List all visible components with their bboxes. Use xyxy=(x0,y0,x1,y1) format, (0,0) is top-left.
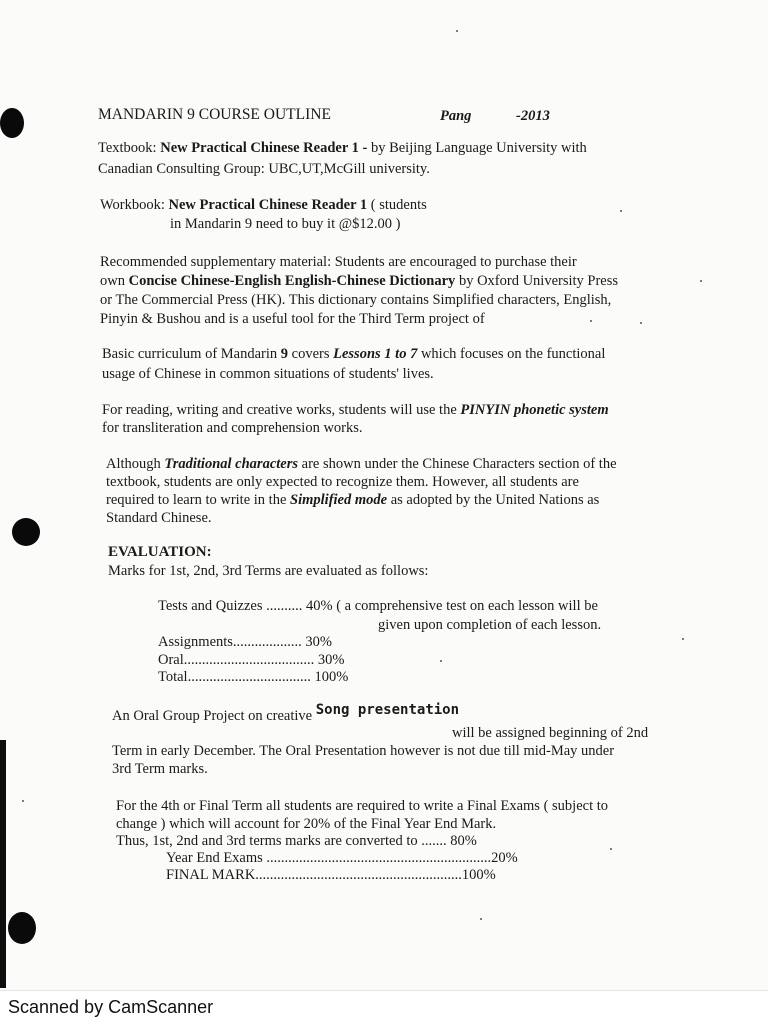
year-end-exams-label: Year End Exams .............................................................. xyxy=(166,850,492,866)
evaluation-intro: Marks for 1st, 2nd, 3rd Terms are evaluated as follows: xyxy=(108,563,429,579)
scan-speck xyxy=(22,800,24,802)
eval-assignments-label: Assignments................... xyxy=(158,634,302,650)
binding-edge xyxy=(0,740,6,988)
pinyin-system: PINYIN phonetic system xyxy=(460,402,609,418)
supplementary-line-2 xyxy=(100,273,618,291)
curriculum-grade: 9 xyxy=(280,346,289,362)
eval-oral-label: Oral.................................... xyxy=(158,652,315,668)
supplementary-line-1: Recommended supplementary material: Students are encouraged to purchase their xyxy=(100,254,577,270)
author-name: Pang xyxy=(440,108,472,124)
workbook-line-1 xyxy=(100,197,427,215)
final-term-line-1: For the 4th or Final Term all students are required to write a Final Exams ( subject to xyxy=(116,798,609,814)
curriculum-pre: Basic curriculum of Mandarin xyxy=(102,346,281,362)
eval-assignments-value: 30% xyxy=(301,634,333,650)
oral-project-line-4: 3rd Term marks. xyxy=(112,761,208,777)
song-presentation: Song presentation xyxy=(315,702,460,718)
supplementary-prefix: own xyxy=(100,273,129,289)
scan-speck xyxy=(590,320,592,322)
scanner-footer xyxy=(0,990,768,1025)
year: -2013 xyxy=(516,108,550,124)
scan-speck xyxy=(610,848,612,850)
punch-hole-bottom xyxy=(8,912,36,944)
scan-speck xyxy=(682,638,684,640)
supplementary-line-4: Pinyin & Bushou and is a useful tool for the Third Term project of xyxy=(100,311,485,327)
characters-line-2: textbook, students are only expected to recognize them. However, all students are xyxy=(106,474,579,490)
textbook-line-2: Canadian Consulting Group: UBC,UT,McGill university. xyxy=(98,161,430,177)
eval-tests-value: 40% ( a comprehensive test on each lesson will be xyxy=(302,598,598,614)
characters-line-4: Standard Chinese. xyxy=(106,510,212,526)
year-end-exams-value: 20% xyxy=(491,850,518,866)
final-term-line-5 xyxy=(166,867,496,885)
final-mark-label: FINAL MARK......................................................... xyxy=(166,867,462,883)
evaluation-heading: EVALUATION: xyxy=(108,544,212,560)
scan-speck xyxy=(640,322,642,324)
final-term-line-3 xyxy=(116,833,477,851)
scan-speck xyxy=(440,660,442,662)
characters-line-3 xyxy=(106,492,599,510)
eval-row-tests xyxy=(158,598,598,616)
textbook-rest: by Beijing Language University with xyxy=(367,140,587,156)
supplementary-publisher: by Oxford University Press xyxy=(455,273,619,289)
oral-project-pre: An Oral Group Project on creative xyxy=(112,708,316,724)
scanner-watermark: Scanned by CamScanner xyxy=(8,997,214,1017)
terms-converted-label: Thus, 1st, 2nd and 3rd terms marks are converted to xyxy=(116,833,418,849)
characters-post: are shown under the Chinese Characters section of the xyxy=(298,456,617,472)
characters-l3-pre: required to learn to write in the xyxy=(106,492,291,508)
characters-pre: Although xyxy=(106,456,165,472)
curriculum-lessons: Lessons 1 to 7 xyxy=(333,346,418,362)
traditional-characters: Traditional characters xyxy=(164,456,299,472)
workbook-line-2: in Mandarin 9 need to buy it @$12.00 ) xyxy=(170,216,401,232)
workbook-prefix: Workbook: xyxy=(100,197,169,213)
scan-speck xyxy=(456,30,458,32)
terms-converted-value: 80% xyxy=(446,833,477,849)
dictionary-name: Concise Chinese-English English-Chinese Dictionary xyxy=(128,273,456,289)
simplified-mode: Simplified mode xyxy=(290,492,388,508)
scan-speck xyxy=(480,918,482,920)
curriculum-mid: covers xyxy=(288,346,334,362)
final-term-line-4 xyxy=(166,850,518,868)
final-term-line-2: change ) which will account for 20% of the Final Year End Mark. xyxy=(116,816,497,832)
eval-total-value: 100% xyxy=(310,669,349,685)
eval-oral-value: 30% xyxy=(314,652,345,668)
reading-pre: For reading, writing and creative works, students will use the xyxy=(102,402,461,418)
textbook-name: New Practical Chinese Reader 1 - xyxy=(160,140,368,156)
curriculum-post: which focuses on the functional xyxy=(417,346,606,362)
reading-line-2: for transliteration and comprehension works. xyxy=(102,420,363,436)
terms-converted-dots: ....... xyxy=(417,833,447,849)
oral-project-line-2: will be assigned beginning of 2nd xyxy=(452,725,649,741)
eval-tests-label: Tests and Quizzes .......... xyxy=(158,598,303,614)
textbook-prefix: Textbook: xyxy=(98,140,161,156)
oral-project-line-1 xyxy=(112,702,460,726)
punch-hole-middle xyxy=(12,518,40,546)
eval-tests-note: given upon completion of each lesson. xyxy=(378,617,602,633)
curriculum-line-1 xyxy=(102,346,605,364)
eval-row-total xyxy=(158,669,348,687)
textbook-line-1 xyxy=(98,140,587,158)
eval-row-oral xyxy=(158,652,344,670)
workbook-rest: ( students xyxy=(367,197,427,213)
characters-l3-post: as adopted by the United Nations as xyxy=(387,492,600,508)
curriculum-line-2: usage of Chinese in common situations of students' lives. xyxy=(102,366,434,382)
oral-project-line-3: Term in early December. The Oral Presentation however is not due till mid-May under xyxy=(112,743,615,759)
reading-line-1 xyxy=(102,402,609,420)
scan-speck xyxy=(700,280,702,282)
eval-total-label: Total.................................. xyxy=(158,669,311,685)
page-title: MANDARIN 9 COURSE OUTLINE xyxy=(98,106,331,123)
characters-line-1 xyxy=(106,456,617,474)
punch-hole-top xyxy=(0,108,24,138)
supplementary-line-3: or The Commercial Press (HK). This dictionary contains Simplified characters, English, xyxy=(100,292,612,308)
scan-speck xyxy=(620,210,622,212)
eval-row-assignments xyxy=(158,634,332,652)
final-mark-value: 100% xyxy=(461,867,496,883)
workbook-name: New Practical Chinese Reader 1 xyxy=(168,197,368,213)
